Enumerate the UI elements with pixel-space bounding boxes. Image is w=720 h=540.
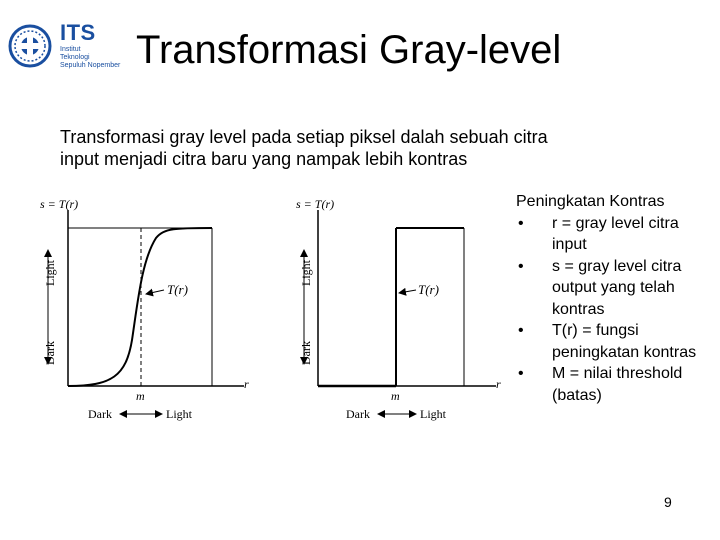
y-top-label: Light — [43, 260, 57, 286]
panel-heading: Peningkatan Kontras — [516, 193, 665, 210]
bullet-icon: • — [518, 322, 524, 339]
x-left-label: Dark — [88, 407, 112, 421]
intro-line-2: input menjadi citra baru yang nampak lebih kontras — [60, 149, 468, 169]
y-bottom-label: Dark — [43, 341, 57, 365]
threshold-label: m — [391, 389, 400, 403]
x-axis-label: r — [496, 377, 501, 391]
bullet-icon: • — [518, 365, 524, 382]
page-title: Transformasi Gray-level — [136, 28, 562, 72]
curve-label: T(r) — [418, 282, 439, 297]
page-number: 9 — [664, 494, 672, 510]
logo-sub-line-3: Sepuluh Nopember — [60, 62, 121, 69]
curve-pointer — [146, 290, 164, 294]
list-item — [516, 363, 716, 406]
list-item — [516, 256, 716, 321]
definition-list — [516, 213, 716, 407]
list-item — [516, 320, 716, 363]
x-axis-label: r — [244, 377, 249, 391]
x-left-label: Dark — [346, 407, 370, 421]
transformation-curve — [68, 228, 212, 386]
list-item — [516, 213, 716, 256]
y-bottom-label: Dark — [299, 341, 313, 365]
logo-wordmark — [60, 20, 120, 70]
list-item-text: s = gray level citra output yang telah kontras — [552, 257, 682, 318]
y-top-label: Light — [299, 260, 313, 286]
y-axis-label: s = T(r) — [40, 197, 79, 211]
bullet-icon: • — [518, 257, 524, 275]
its-logo — [6, 18, 128, 78]
intro-line-1: Transformasi gray level pada setiap piksel dalah sebuah citra — [60, 127, 548, 147]
y-axis-label: s = T(r) — [296, 197, 335, 211]
curve-label: T(r) — [167, 282, 188, 297]
x-right-label: Light — [420, 407, 446, 421]
list-item-text: M = nilai threshold (batas) — [552, 365, 683, 404]
contrast-stretching-graph — [34, 190, 264, 430]
logo-sub-line-2: Teknologi — [60, 54, 90, 61]
bullet-icon: • — [518, 214, 524, 232]
list-item-text: T(r) = fungsi peningkatan kontras — [552, 322, 697, 361]
threshold-label: m — [136, 389, 145, 403]
contrast-legend-panel — [516, 191, 716, 406]
intro-paragraph — [60, 126, 660, 170]
its-emblem-icon — [6, 18, 58, 78]
curve-pointer — [399, 290, 416, 293]
logo-main-text: ITS — [60, 20, 96, 45]
list-item-text: r = gray level citra input — [552, 214, 679, 253]
thresholding-graph — [288, 190, 518, 430]
logo-sub-line-1: Institut — [60, 46, 81, 53]
x-right-label: Light — [166, 407, 192, 421]
